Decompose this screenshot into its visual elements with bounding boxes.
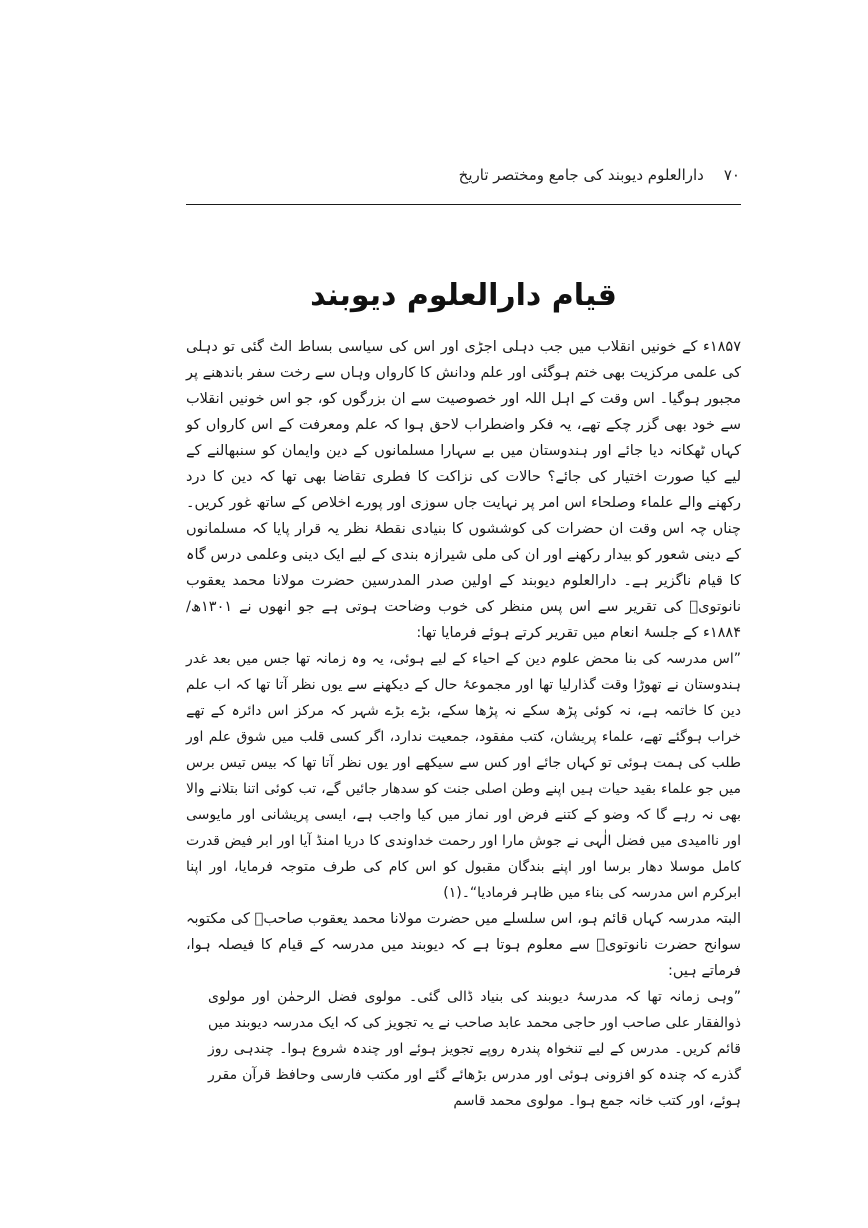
paragraph-location: البتہ مدرسہ کہاں قائم ہو، اس سلسلے میں حضرت مولانا محمد یعقوب صاحبؒ کی مکتوبہ سوانح حضرت نانوتویؒ سے معلوم ہوتا ہے کہ دیوبند میں مدرسہ کے قیام کا فیصلہ ہوا، فرماتے ہیں: xyxy=(186,911,741,979)
quote-text-1: ”اس مدرسہ کی بنا محض علوم دین کے احیاء کے لیے ہوئی، یہ وہ زمانہ تھا جس میں بعد غدر ہندوستان نے تھوڑا وقت گذارلیا تھا اور مجموعۂ حال کے دیکھنے سے یوں نظر آتا تھا کہ اب علم دین کا خاتمہ ہے، نہ کوئی پڑھ سکے نہ پڑھا سکے، بڑے بڑے شہر کہ مرکز اس دائرہ کے تھے خراب ہوگئے تھے، علماء پریشان، کتب مفقود، جمعیت ندارد، اگر کسی قلب میں شوق علم اور طلب کی ہمت ہوئی تو کہاں جائے اور کس سے سیکھے اور یوں نظر آتا تھا کہ بیس تیس برس میں جو علماء بقید حیات ہیں اپنے وطن اصلی جنت کو سدھار جائیں گے، تب کوئی اتنا بتلانے والا بھی نہ رہے گا کہ وضو کے کتنے فرض اور نماز میں کیا واجب ہے، ایسی پریشانی اور مایوسی اور ناامیدی میں فضل الٰہی نے جوش مارا اور رحمت خداوندی کا دریا امنڈ آیا اور ابر فیض قدرت کامل موسلا دھار برسا اور اپنے بندگان مقبول کو اس کام کی طرف متوجہ فرمایا، اور اپنا ابرکرم اس مدرسہ کی بناء میں ظاہر فرمادیا“۔(۱) xyxy=(186,651,741,901)
paragraph-intro: ۱۸۵۷ء کے خونیں انقلاب میں جب دہلی اجڑی اور اس کی سیاسی بساط الٹ گئی تو دہلی کی علمی مرکزیت بھی ختم ہوگئی اور علم ودانش کا کارواں وہاں سے رخت سفر باندھنے پر مجبور ہوگیا۔ اس وقت کے اہل اللہ اور خصوصیت سے ان بزرگوں کو، جو اس خونیں انقلاب سے خود بھی گزر چکے تھے، یہ فکر واضطراب لاحق ہوا کہ علم ومعرفت کے اس کارواں کو کہاں ٹھکانہ دیا جائے اور ہندوستان میں بے سہارا مسلمانوں کے دین وایمان کو سنبھالنے کے لیے کیا صورت اختیار کی جائے؟ حالات کی نزاکت کا فطری تقاضا بھی تھا کہ دین کا درد رکھنے والے علماء وصلحاء اس امر پر نہایت جاں سوزی اور پورے اخلاص کے ساتھ غور کریں۔ چناں چہ اس وقت ان حضرات کی کوششوں کا بنیادی نقطۂ نظر یہ قرار پایا کہ مسلمانوں کے دینی شعور کو بیدار رکھنے اور ان کی ملی شیرازہ بندی کے لیے ایک دینی وعلمی درس گاہ کا قیام ناگزیر ہے۔ دارالعلوم دیوبند کے اولین صدر المدرسین حضرت مولانا محمد یعقوب نانوتویؒ کی تقریر سے اس پس منظر کی خوب وضاحت ہوتی ہے جو انھوں نے ۱۳۰۱ھ/۱۸۸۴ء کے جلسۂ انعام میں تقریر کرتے ہوئے فرمایا تھا: xyxy=(186,339,741,641)
book-title: دارالعلوم دیوبند کی جامع ومختصر تاریخ xyxy=(458,166,704,184)
quote-text-2: ”وہی زمانہ تھا کہ مدرسۂ دیوبند کی بنیاد ڈالی گئی۔ مولوی فضل الرحمٰن اور مولوی ذوالفقار علی صاحب اور حاجی محمد عابد صاحب نے یہ تجویز کی کہ ایک مدرسہ دیوبند میں قائم کریں۔ مدرس کے لیے تنخواہ پندرہ روپے تجویز ہوئے اور چندہ شروع ہوا۔ چندہی روز گذرے کہ چندہ کو افزونی ہوئی اور مدرس بڑھائے گئے اور مکتب فارسی وحافظ قرآن مقرر ہوئے، اور کتب خانہ جمع ہوا۔ مولوی محمد قاسم xyxy=(208,989,741,1109)
header-rule xyxy=(186,204,741,205)
running-head xyxy=(458,160,740,190)
block-quote-1 xyxy=(186,646,741,906)
body-text xyxy=(186,334,741,1114)
page-number: ۷۰ xyxy=(723,166,740,184)
block-quote-2 xyxy=(186,984,741,1114)
chapter-title: قیام دارالعلوم دیوبند xyxy=(310,278,617,313)
